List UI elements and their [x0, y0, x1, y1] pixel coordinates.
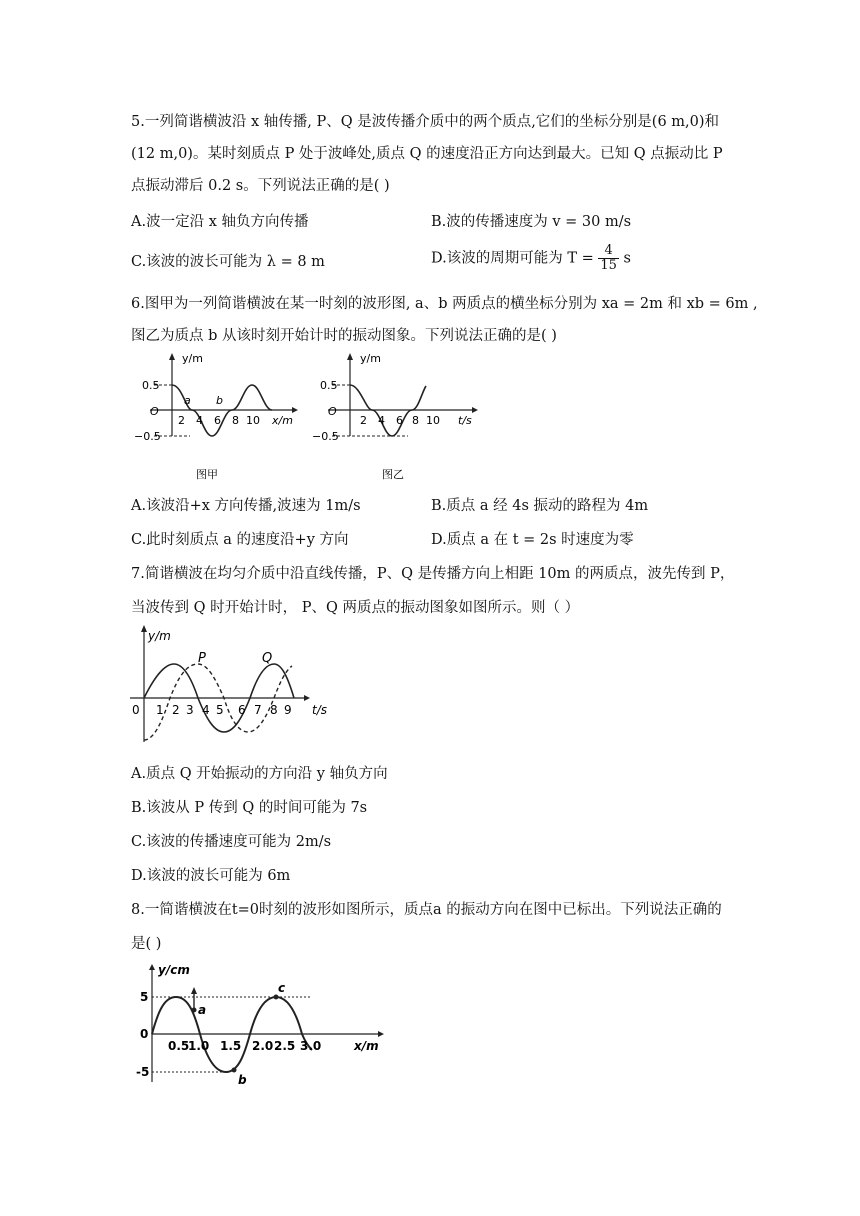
q7-option-a: A.质点 Q 开始振动的方向沿 y 轴负方向	[131, 766, 388, 782]
fig1-y-label: y/m	[182, 352, 203, 365]
fig2-tick: 6	[396, 414, 403, 427]
fig7-tick: 1	[156, 703, 164, 717]
fig8-y-zero: 0	[140, 1027, 149, 1041]
fig8-point-b: b	[238, 1073, 247, 1087]
fig1-caption: 图甲	[196, 468, 218, 481]
fig1-y-bottom: −0.5	[134, 430, 161, 443]
fig2-x-label: t/s	[458, 414, 472, 427]
fig2-tick: 8	[412, 414, 419, 427]
fig8-tick: 2.0	[252, 1039, 274, 1053]
q5-option-d-numerator: 4	[598, 244, 619, 259]
q6-stem-line2: 图乙为质点 b 从该时刻开始计时的振动图象。下列说法正确的是( )	[131, 328, 557, 344]
fig7-tick: 2	[172, 703, 180, 717]
fig1-tick: 10	[246, 414, 260, 427]
fig2-tick: 10	[426, 414, 440, 427]
q7-figure	[126, 622, 346, 750]
fig1-tick: 4	[196, 414, 203, 427]
q5-option-b: B.波的传播速度为 v = 30 m/s	[431, 214, 632, 230]
fig1-y-top: 0.5	[142, 379, 160, 392]
q8-figure	[128, 962, 398, 1088]
fig1-tick: 8	[232, 414, 239, 427]
fig1-tick: 6	[214, 414, 221, 427]
fig8-tick: 1.0	[188, 1039, 210, 1053]
q6-option-a: A.该波沿+x 方向传播,波速为 1m/s	[131, 498, 361, 514]
fig7-tick: 5	[216, 703, 224, 717]
fig8-y-bottom: -5	[136, 1065, 150, 1079]
fig7-tick: 0	[132, 703, 140, 717]
fig8-tick: 0.5	[168, 1039, 190, 1053]
q8-stem-line2: 是( )	[131, 936, 162, 952]
fig2-origin: O	[328, 405, 337, 418]
fig1-point-b: b	[216, 394, 223, 407]
q5-option-d-text: D.该波的周期可能为 T =	[431, 250, 594, 267]
fig7-tick: 6	[238, 703, 246, 717]
q6-option-d: D.质点 a 在 t = 2s 时速度为零	[431, 532, 634, 548]
fig8-tick: 3.0	[300, 1039, 322, 1053]
q5-option-d	[431, 244, 631, 273]
fig8-y-top: 5	[140, 990, 149, 1004]
fig1-origin: O	[150, 405, 159, 418]
q6-option-b: B.质点 a 经 4s 振动的路程为 4m	[431, 498, 649, 514]
q5-option-d-fraction	[598, 244, 619, 273]
fig7-x-label: t/s	[312, 703, 327, 717]
q5-option-d-denominator: 15	[600, 258, 617, 273]
fig1-point-a: a	[184, 394, 191, 407]
fig1-x-label: x/m	[272, 414, 293, 427]
q5-stem-line2: (12 m,0)。某时刻质点 P 处于波峰处,质点 Q 的速度沿正方向达到最大。已知 Q 点振动比 P	[131, 146, 723, 162]
q5-option-a: A.波一定沿 x 轴负方向传播	[131, 214, 309, 230]
q6-figure-vibration	[308, 350, 488, 490]
fig8-point-a: a	[198, 1003, 207, 1017]
fig7-tick: 3	[186, 703, 194, 717]
fig2-y-label: y/m	[360, 352, 381, 365]
fig8-x-label: x/m	[354, 1039, 379, 1053]
q6-option-c: C.此时刻质点 a 的速度沿+y 方向	[131, 532, 349, 548]
fig7-label-q: Q	[262, 651, 273, 666]
q7-option-d: D.该波的波长可能为 6m	[131, 868, 291, 884]
q7-option-c: C.该波的传播速度可能为 2m/s	[131, 834, 332, 850]
q7-stem-line1: 7.简谐横波在均匀介质中沿直线传播，P、Q 是传播方向上相距 10m 的两质点，波先传到 P，	[131, 566, 735, 582]
fig8-tick: 2.5	[274, 1039, 296, 1053]
q8-stem-line1: 8.一简谐横波在t=0时刻的波形如图所示，质点a 的振动方向在图中已标出。下列说法正确的	[131, 902, 722, 918]
fig8-y-label: y/cm	[158, 963, 190, 977]
fig2-tick: 4	[378, 414, 385, 427]
fig8-tick: 1.5	[220, 1039, 242, 1053]
fig2-y-top: 0.5	[320, 379, 338, 392]
fig7-label-p: P	[198, 651, 206, 666]
q5-stem-line1: 5.一列简谐横波沿 x 轴传播, P、Q 是波传播介质中的两个质点,它们的坐标分别是(6 m,0)和	[131, 114, 720, 130]
q5-option-d-unit: s	[623, 250, 631, 267]
fig7-y-label: y/m	[148, 629, 171, 643]
fig1-tick: 2	[178, 414, 185, 427]
fig2-caption: 图乙	[382, 468, 404, 481]
q6-figure-wave	[130, 350, 310, 490]
q7-option-b: B.该波从 P 传到 Q 的时间可能为 7s	[131, 800, 368, 816]
q5-stem-line3: 点振动滞后 0.2 s。下列说法正确的是( )	[131, 178, 390, 194]
fig7-tick: 7	[254, 703, 262, 717]
q6-stem-line1: 6.图甲为一列简谐横波在某一时刻的波形图, a、b 两质点的横坐标分别为 xa = 2m 和 xb = 6m ,	[131, 296, 758, 312]
q5-option-c: C.该波的波长可能为 λ = 8 m	[131, 254, 325, 270]
q7-stem-line2: 当波传到 Q 时开始计时， P、Q 两质点的振动图象如图所示。则（ ）	[131, 600, 580, 616]
fig2-y-bottom: −0.5	[312, 430, 339, 443]
fig8-point-c: c	[278, 981, 286, 995]
fig7-tick: 8	[270, 703, 278, 717]
fig7-tick: 9	[284, 703, 292, 717]
fig2-tick: 2	[360, 414, 367, 427]
fig7-tick: 4	[202, 703, 210, 717]
